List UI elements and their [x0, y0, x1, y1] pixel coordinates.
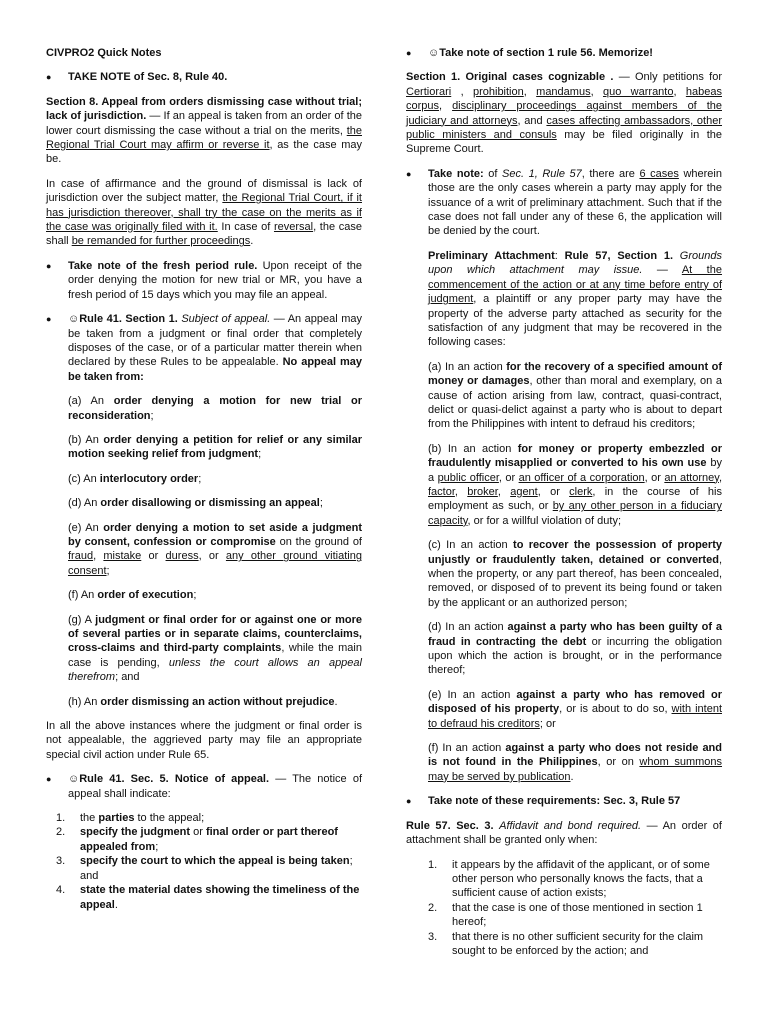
numbered-item: [46, 883, 362, 912]
rule56-section1-span: , and: [517, 114, 547, 127]
list-item-span: agent: [510, 485, 538, 498]
list-item-span: (e) In an action: [428, 688, 517, 701]
list-item: [68, 695, 362, 709]
list-item-span: , or: [498, 471, 519, 484]
list-item-span: ,: [454, 485, 468, 498]
list-item-span: an officer of a corporation: [518, 471, 645, 484]
list-item-span: (d) An: [68, 497, 101, 510]
rule56-section1-span: prohibition: [472, 85, 524, 98]
list-item-span: public officer: [437, 471, 499, 484]
preliminary-attachment-span: Preliminary Attachment: [428, 249, 555, 262]
numbered-item-span: state the material dates showing the timeliness of the appeal: [80, 884, 360, 911]
list-item-span: on the ground of: [275, 535, 362, 548]
list-item-span: , other than moral and exemplary, on a cause of action arising from law, contract, quasi-contract, delict or quasi-delict against a party who is about to depart from the Philippines with intent to defraud his creditors;: [428, 375, 723, 431]
note-requirements: ● Take note of these requirements: Sec. 3, Rule 57: [406, 794, 722, 808]
rule41-section1-span: No appeal may be taken from:: [68, 356, 362, 383]
numbered-item: [406, 858, 722, 901]
affirmance-paragraph: [46, 177, 362, 249]
preliminary-attachment-span: [673, 250, 680, 262]
item-number: 3.: [428, 930, 438, 943]
list-item-span: , or on: [597, 756, 640, 769]
numbered-item-span: that there is no other sufficient security for the claim sought to be enforced by the action; and: [452, 930, 704, 957]
note-rule56: ● ☺Take note of section 1 rule 56. Memorize!: [406, 46, 722, 60]
list-item-span: (f) An: [68, 589, 98, 602]
list-item-span: (c) In an action: [428, 539, 514, 552]
item-number: 2.: [56, 826, 66, 839]
preliminary-attachment-span: At the commencement of the action or at any time before entry of judgment: [428, 264, 722, 306]
list-item-span: (h) An: [68, 695, 101, 708]
list-item: [68, 613, 362, 685]
affirmance-paragraph-span: , the case shall: [46, 221, 362, 248]
list-item-span: .: [334, 695, 338, 708]
list-item-span: ,: [93, 550, 104, 563]
list-item-span: ,: [497, 485, 511, 498]
numbered-item-span: it appears by the affidavit of the applicant, or of some other person who personally knows the facts, that a sufficient cause of action exists;: [452, 858, 710, 900]
list-item-span: order disallowing or dismissing an appeal: [100, 497, 320, 510]
list-item-span: , or for a willful violation of duty;: [467, 514, 622, 527]
numbered-item: [406, 901, 722, 930]
numbered-item: [46, 854, 362, 883]
list-item-span: , or: [644, 471, 665, 484]
list-item-span: , or: [537, 485, 570, 498]
list-item: [68, 394, 362, 423]
list-item-span: (d) In an action: [428, 621, 508, 634]
list-item: [68, 472, 362, 486]
list-item-span: against a party who does not reside and is not found in the Philippines: [428, 742, 722, 769]
affirmance-paragraph-span: In case of affirmance and the ground of dismissal is lack of jurisdiction over the subject matter,: [46, 177, 362, 205]
list-item: [428, 688, 722, 731]
page-title: CIVPRO2 Quick Notes: [46, 47, 162, 59]
list-item-span: , in the course of his employment as such, or: [428, 485, 722, 513]
rule57-note-span: of: [483, 167, 503, 180]
list-item-span: (b) In an action: [428, 442, 518, 455]
list-item-span: clerk: [569, 485, 593, 498]
rule56-section1-span: Section 1. Original cases cognizable .: [406, 71, 614, 84]
list-item-span: (b) An: [68, 433, 104, 446]
list-item-span: ; and: [115, 671, 140, 684]
rule57-section3-span: Rule 57. Sec. 3.: [406, 819, 494, 832]
list-item-span: (a) An: [68, 395, 114, 408]
list-item-span: broker: [467, 485, 498, 498]
numbered-item-span: specify the judgment: [80, 826, 191, 839]
list-item-span: order denying a motion for new trial or reconsideration: [68, 395, 362, 422]
rule56-section1-span: cases affecting ambassadors, other public ministers and consuls: [406, 114, 722, 142]
rule57-note-span: Sec. 1, Rule 57: [502, 167, 582, 180]
list-item-span: ;: [150, 409, 154, 422]
numbered-item-span: .: [114, 898, 118, 911]
numbered-item-span: the: [80, 812, 99, 825]
section-8-paragraph-span: — If an appeal is taken from an order of the lower court dismissing the case without a trial on the merits,: [46, 110, 362, 137]
numbered-item-span: parties: [98, 812, 135, 825]
preliminary-attachment-span: Grounds upon which attachment may issue.: [428, 249, 722, 277]
list-item-span: against a party who has removed or disposed of his property: [428, 688, 722, 716]
notice-of-appeal-list: [46, 811, 362, 912]
affirmance-paragraph-span: reversal: [273, 221, 314, 234]
rule41-section1-span: Subject of appeal.: [181, 313, 271, 326]
non-appealable-list: [46, 394, 362, 709]
requirements-list: [406, 858, 722, 959]
item-number: 1.: [56, 812, 66, 825]
list-item-span: whom summons may be served by publication: [428, 756, 723, 783]
list-item-span: to recover the possession of property unjustly or fraudulently taken, detained or converted: [428, 539, 722, 566]
rule56-section1-span: ,: [451, 85, 473, 98]
list-item-span: by any other person in a fiduciary capacity: [428, 500, 722, 527]
list-item: [428, 741, 722, 784]
list-item-span: .: [570, 770, 574, 783]
numbered-item: [46, 825, 362, 854]
numbered-item-span: ;: [155, 840, 159, 853]
fresh-period-note: [46, 259, 362, 302]
list-item-span: (g) A: [68, 613, 96, 626]
fresh-period-note-span: Take note of the fresh period rule.: [68, 259, 258, 272]
list-item-span: , or: [198, 550, 226, 563]
rule41-section1-span: ☺Rule 41. Section 1.: [68, 313, 178, 326]
rule56-section1-span: mandamus: [536, 85, 591, 98]
list-item-span: ;: [106, 564, 110, 577]
non-appealable-remedy: In all the above instances where the judgment or final order is not appealable, the aggrieved party may file an appropriate special civil action under Rule 65.: [46, 720, 362, 761]
rule41-section5: [46, 772, 362, 801]
list-item-span: with intent to defraud his creditors: [428, 703, 722, 730]
rule56-section1-span: ,: [590, 85, 603, 98]
preliminary-attachment-span: —: [642, 264, 682, 277]
rule57-note-span: wherein those are the only cases wherein a party may apply for the issuance of a writ of preliminary attachment. Such that if the case does not fall under any of these 6, the application will be denied by the court.: [428, 167, 722, 238]
right-column: [406, 46, 722, 958]
list-item: [428, 360, 722, 432]
rule57-note: [406, 167, 722, 239]
rule56-section1-span: ,: [523, 85, 537, 98]
affirmance-paragraph-span: be remanded for further proceedings: [71, 235, 251, 248]
list-item-span: , or is about to do so,: [559, 703, 672, 716]
rule57-section3: [406, 819, 722, 848]
numbered-item-span: to the appeal;: [134, 812, 205, 825]
rule57-note-span: Take note:: [428, 167, 484, 180]
item-number: 4.: [56, 884, 66, 897]
list-item-span: any other ground vitiating consent: [68, 550, 362, 577]
note-sec8-rule40: ● TAKE NOTE of Sec. 8, Rule 40.: [46, 70, 362, 84]
list-item: [68, 588, 362, 602]
rule56-section1-span: habeas corpus: [406, 85, 722, 113]
preliminary-attachment-span: Rule 57, Section 1.: [564, 249, 674, 262]
item-number: 2.: [428, 901, 438, 914]
list-item-span: , while the main case is pending,: [68, 642, 362, 669]
list-item-span: against a party who has been guilty of a fraud in contracting the debt: [428, 621, 722, 648]
list-item: [428, 538, 722, 610]
list-item-span: ;: [193, 589, 197, 602]
list-item: [68, 433, 362, 462]
preliminary-attachment: [406, 249, 722, 350]
rule56-section1-span: — Only petitions for: [613, 71, 722, 84]
left-column: [46, 46, 362, 912]
rule41-section5-span: — The notice of appeal shall indicate:: [68, 773, 363, 800]
list-item-span: duress: [165, 550, 199, 563]
item-number: 3.: [56, 855, 66, 868]
numbered-item-span: ; and: [80, 855, 353, 882]
fresh-period-note-span: Upon receipt of the order denying the motion for new trial or MR, you have a fresh period of 15 days which you may file an appeal.: [68, 259, 362, 301]
list-item-span: ;: [258, 448, 262, 461]
rule56-section1-span: quo warranto: [602, 85, 674, 98]
rule57-note-span: , there are: [581, 167, 640, 180]
list-item-span: (f) In an action: [428, 742, 506, 755]
list-item-span: order denying a motion to set aside a judgment by consent, confession or compromise: [68, 521, 362, 548]
list-item-span: order dismissing an action without prejudice: [100, 695, 335, 708]
item-number: 1.: [428, 858, 438, 871]
numbered-item-span: that the case is one of those mentioned in section 1 hereof;: [452, 901, 703, 929]
rule41-section1: [46, 312, 362, 384]
section-8-paragraph-span: Section 8. Appeal from orders dismissing case without trial; lack of jurisdiction.: [46, 95, 362, 123]
section-8-paragraph-span: the Regional Trial Court may affirm or reverse it: [46, 124, 362, 152]
list-item-span: or incurring the obligation upon which the action is brought, or in the performance thereof;: [428, 635, 722, 677]
list-item: [428, 620, 722, 678]
list-item-span: fraud: [68, 550, 94, 563]
list-item-span: , when the property, or any part thereof, has been concealed, removed, or disposed of to prevent its being found or taken by the applicant or an authorized person;: [428, 553, 722, 609]
rule41-section5-span: ☺Rule 41. Sec. 5. Notice of appeal.: [68, 773, 270, 786]
list-item-span: (c) An: [68, 472, 100, 485]
rule56-section1: [406, 70, 722, 156]
list-item-span: interlocutory order: [99, 472, 199, 485]
list-item-span: (e) An: [68, 521, 104, 534]
numbered-item-span: final order or part thereof appealed from: [80, 826, 338, 853]
rule41-section1-span: — An appeal may be taken from a judgment or final order that completely disposes of the case, or of a particular matter therein when declared by these Rules to be appealable.: [68, 313, 362, 369]
list-item-span: (a) In an action: [428, 360, 507, 373]
preliminary-attachment-span: :: [554, 249, 565, 262]
rule56-section1-span: ,: [673, 85, 686, 98]
list-item-span: mistake: [103, 550, 142, 563]
rule56-section1-span: disciplinary proceedings against members of the judiciary and attorneys: [406, 100, 722, 127]
list-item-span: an attorney: [664, 471, 719, 484]
list-item: [428, 442, 722, 528]
list-item-span: ,: [718, 471, 723, 484]
section-8-paragraph: [46, 95, 362, 167]
numbered-item: [406, 930, 722, 959]
list-item-span: ; or: [539, 717, 556, 730]
rule57-section3-span: Affidavit and bond required.: [499, 819, 642, 832]
list-item-span: order of execution: [97, 589, 194, 602]
affirmance-paragraph-span: .: [250, 235, 254, 248]
list-item-span: order denying a petition for relief or any similar motion seeking relief from judgment: [68, 433, 362, 461]
list-item-span: for the recovery of a specified amount of money or damages: [428, 360, 722, 388]
list-item-span: factor: [428, 485, 455, 498]
rule56-section1-span: may be filed originally in the Supreme Court.: [406, 129, 722, 156]
list-item-span: by a: [428, 457, 722, 484]
numbered-item-span: or: [190, 826, 206, 839]
rule56-section1-span: ,: [439, 100, 453, 113]
affirmance-paragraph-span: In case of: [217, 221, 274, 234]
rule57-note-span: 6 cases: [639, 167, 679, 180]
preliminary-attachment-span: , a plaintiff or any proper party may have the property of the adverse party attached as security for the satisfaction of any judgment that may be recovered in the following cases:: [428, 293, 722, 349]
list-item: [68, 496, 362, 510]
section-8-paragraph-span: , as the case may be.: [46, 139, 362, 166]
list-item-span: or: [141, 550, 166, 563]
list-item-span: for money or property embezzled or fraudulently misapplied or converted to his own use: [428, 442, 722, 470]
list-item-span: ;: [319, 497, 323, 510]
rule56-section1-span: Certiorari: [406, 85, 452, 98]
list-item-span: ;: [198, 472, 202, 485]
affirmance-paragraph-span: the Regional Trial Court, if it has jurisdiction thereover, shall try the case on the merits as if the case was originally filed with it.: [46, 192, 362, 234]
numbered-item: [46, 811, 362, 825]
list-item: [68, 521, 362, 579]
rule57-section3-span: — An order of attachment shall be granted only when:: [406, 819, 722, 847]
numbered-item-span: specify the court to which the appeal is being taken: [80, 855, 350, 868]
list-item-span: unless the court allows an appeal therefrom: [68, 656, 362, 684]
list-item-span: judgment or final order for or against one or more of several parties or in separate claims, counterclaims, cross-claims and third-party complaints: [68, 613, 363, 655]
attachment-grounds-list: [406, 360, 722, 785]
